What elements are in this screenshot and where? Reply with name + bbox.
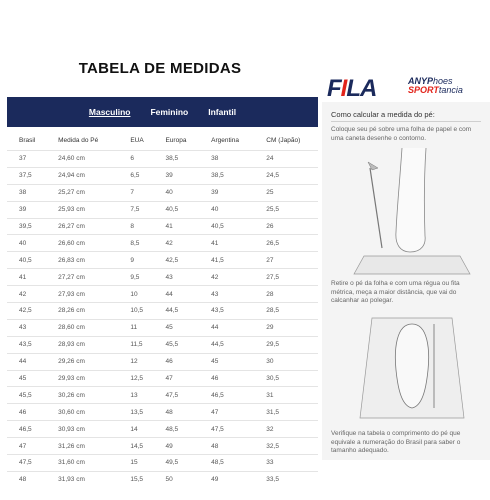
table-cell: 6 [118,151,153,168]
table-cell: 29,93 cm [46,370,118,387]
table-cell: 30 [254,353,318,370]
table-cell: 48 [153,404,199,421]
table-cell: 47,5 [199,421,254,438]
table-cell: 43 [153,269,199,286]
table-cell: 9,5 [118,269,153,286]
table-cell: 49,5 [153,455,199,472]
table-cell: 47,5 [153,387,199,404]
table-cell: 44 [153,286,199,303]
brand-logos [322,71,490,101]
table-row [7,218,318,235]
table-cell: 40 [199,201,254,218]
table-cell: 41 [7,269,46,286]
col-europa: Europa [165,137,187,144]
table-cell: 43,5 [199,303,254,320]
table-row [7,336,318,353]
step-1-text: Coloque seu pé sobre uma folha de papel e com uma caneta desenhe o contorno. [331,126,472,142]
table-cell: 37,5 [7,167,46,184]
table-cell: 11,5 [118,336,153,353]
table-cell: 24,94 cm [46,167,118,184]
table-cell: 32,5 [254,438,318,455]
table-cell: 12 [118,353,153,370]
table-cell: 38,5 [153,151,199,168]
table-cell: 41 [199,235,254,252]
table-cell: 31,5 [254,404,318,421]
table-cell: 24 [254,151,318,168]
table-cell: 25,93 cm [46,201,118,218]
step-3-text: Verifique na tabela o comprimento do pé que equivale a numeração do Brasil para saber o tamanho adequado. [331,430,461,454]
table-row [7,184,318,201]
table-cell: 25 [254,184,318,201]
table-cell: 49 [199,471,254,487]
table-cell: 29,26 cm [46,353,118,370]
table-cell: 47 [199,404,254,421]
table-cell: 50 [153,471,199,487]
table-row [7,319,318,336]
table-cell: 28,60 cm [46,319,118,336]
table-cell: 45 [7,370,46,387]
size-table [7,133,318,488]
col-brasil: Brasil [19,137,36,144]
table-cell: 31 [254,387,318,404]
table-cell: 11 [118,319,153,336]
table-cell: 31,26 cm [46,438,118,455]
step-2-text: Retire o pé da folha e com uma régua ou fita métrica, meça a maior distância, que vai do calcanhar ao polegar. [331,280,460,304]
table-row [7,303,318,320]
table-cell: 27,27 cm [46,269,118,286]
table-cell: 40 [7,235,46,252]
table-cell: 28,93 cm [46,336,118,353]
table-cell: 33,5 [254,471,318,487]
table-cell: 48,5 [153,421,199,438]
table-cell: 30,60 cm [46,404,118,421]
table-cell: 44,5 [199,336,254,353]
table-cell: 38 [199,151,254,168]
table-cell: 44 [7,353,46,370]
table-cell: 48 [7,471,46,487]
instructions-heading: Como calcular a medida do pé: [331,110,435,119]
table-cell: 42 [153,235,199,252]
table-cell: 29,5 [254,336,318,353]
fila-logo: FILA [327,75,377,102]
table-cell: 26 [254,218,318,235]
table-cell: 40,5 [199,218,254,235]
table-cell: 40,5 [153,201,199,218]
table-cell: 28,5 [254,303,318,320]
table-cell: 25,5 [254,201,318,218]
table-cell: 45,5 [7,387,46,404]
table-cell: 8,5 [118,235,153,252]
table-cell: 46 [199,370,254,387]
table-cell: 39 [7,201,46,218]
table-cell: 14,5 [118,438,153,455]
table-cell: 9 [118,252,153,269]
table-row [7,387,318,404]
table-cell: 46,5 [7,421,46,438]
table-cell: 42,5 [7,303,46,320]
table-cell: 13 [118,387,153,404]
table-cell: 30,5 [254,370,318,387]
table-row [7,151,318,168]
table-cell: 47 [153,370,199,387]
anyplace-logo: ANYPhoes SPORTtancia [408,76,463,95]
table-cell: 12,5 [118,370,153,387]
foot-tracing-illustration [352,148,472,276]
table-row [7,438,318,455]
table-cell: 24,60 cm [46,151,118,168]
table-cell: 48 [199,438,254,455]
table-header-row [7,133,318,151]
table-cell: 25,27 cm [46,184,118,201]
table-cell: 40 [153,184,199,201]
table-cell: 45 [199,353,254,370]
col-argentina: Argentina [211,137,239,144]
table-cell: 37 [7,151,46,168]
table-cell: 43 [199,286,254,303]
table-cell: 28 [254,286,318,303]
col-medida: Medida do Pé [58,137,99,144]
table-cell: 43 [7,319,46,336]
page-title: TABELA DE MEDIDAS [78,60,242,77]
table-cell: 27,5 [254,269,318,286]
tab-feminino[interactable]: Feminino [150,107,189,117]
table-cell: 44 [199,319,254,336]
table-cell: 46 [153,353,199,370]
table-cell: 48,5 [199,455,254,472]
table-row [7,252,318,269]
table-cell: 39,5 [7,218,46,235]
table-cell: 46,5 [199,387,254,404]
table-row [7,235,318,252]
table-row [7,421,318,438]
divider [331,121,481,122]
table-cell: 31,93 cm [46,471,118,487]
table-cell: 47,5 [7,455,46,472]
tab-infantil[interactable]: Infantil [208,107,237,117]
size-table-panel [7,97,318,484]
foot-measure-illustration [352,310,472,420]
table-cell: 15 [118,455,153,472]
table-cell: 43,5 [7,336,46,353]
table-row [7,167,318,184]
table-row [7,353,318,370]
table-row [7,404,318,421]
table-cell: 40,5 [7,252,46,269]
table-cell: 24,5 [254,167,318,184]
table-cell: 14 [118,421,153,438]
table-cell: 42,5 [153,252,199,269]
table-cell: 45,5 [153,336,199,353]
table-cell: 7 [118,184,153,201]
table-cell: 26,27 cm [46,218,118,235]
table-cell: 7,5 [118,201,153,218]
table-cell: 41,5 [199,252,254,269]
table-row [7,370,318,387]
table-cell: 29 [254,319,318,336]
table-cell: 31,60 cm [46,455,118,472]
table-cell: 42 [199,269,254,286]
table-cell: 45 [153,319,199,336]
table-cell: 46 [7,404,46,421]
table-cell: 27,93 cm [46,286,118,303]
table-row [7,455,318,472]
table-cell: 39 [199,184,254,201]
table-cell: 15,5 [118,471,153,487]
table-cell: 13,5 [118,404,153,421]
table-cell: 47 [7,438,46,455]
table-cell: 39 [153,167,199,184]
table-cell: 6,5 [118,167,153,184]
table-cell: 41 [153,218,199,235]
table-cell: 42 [7,286,46,303]
col-eua: EUA [130,137,144,144]
table-cell: 26,5 [254,235,318,252]
table-cell: 33 [254,455,318,472]
table-cell: 26,83 cm [46,252,118,269]
table-cell: 10,5 [118,303,153,320]
table-cell: 27 [254,252,318,269]
table-row [7,269,318,286]
col-japao: CM (Japão) [266,137,301,144]
table-cell: 49 [153,438,199,455]
table-cell: 10 [118,286,153,303]
table-cell: 38 [7,184,46,201]
table-row [7,286,318,303]
table-cell: 8 [118,218,153,235]
gender-tabs [7,97,318,127]
table-row [7,471,318,487]
measure-instructions [322,102,490,460]
table-cell: 44,5 [153,303,199,320]
table-cell: 26,60 cm [46,235,118,252]
table-cell: 28,26 cm [46,303,118,320]
table-cell: 30,26 cm [46,387,118,404]
table-cell: 38,5 [199,167,254,184]
table-cell: 30,93 cm [46,421,118,438]
tab-masculino[interactable]: Masculino [88,107,131,117]
table-row [7,201,318,218]
table-cell: 32 [254,421,318,438]
